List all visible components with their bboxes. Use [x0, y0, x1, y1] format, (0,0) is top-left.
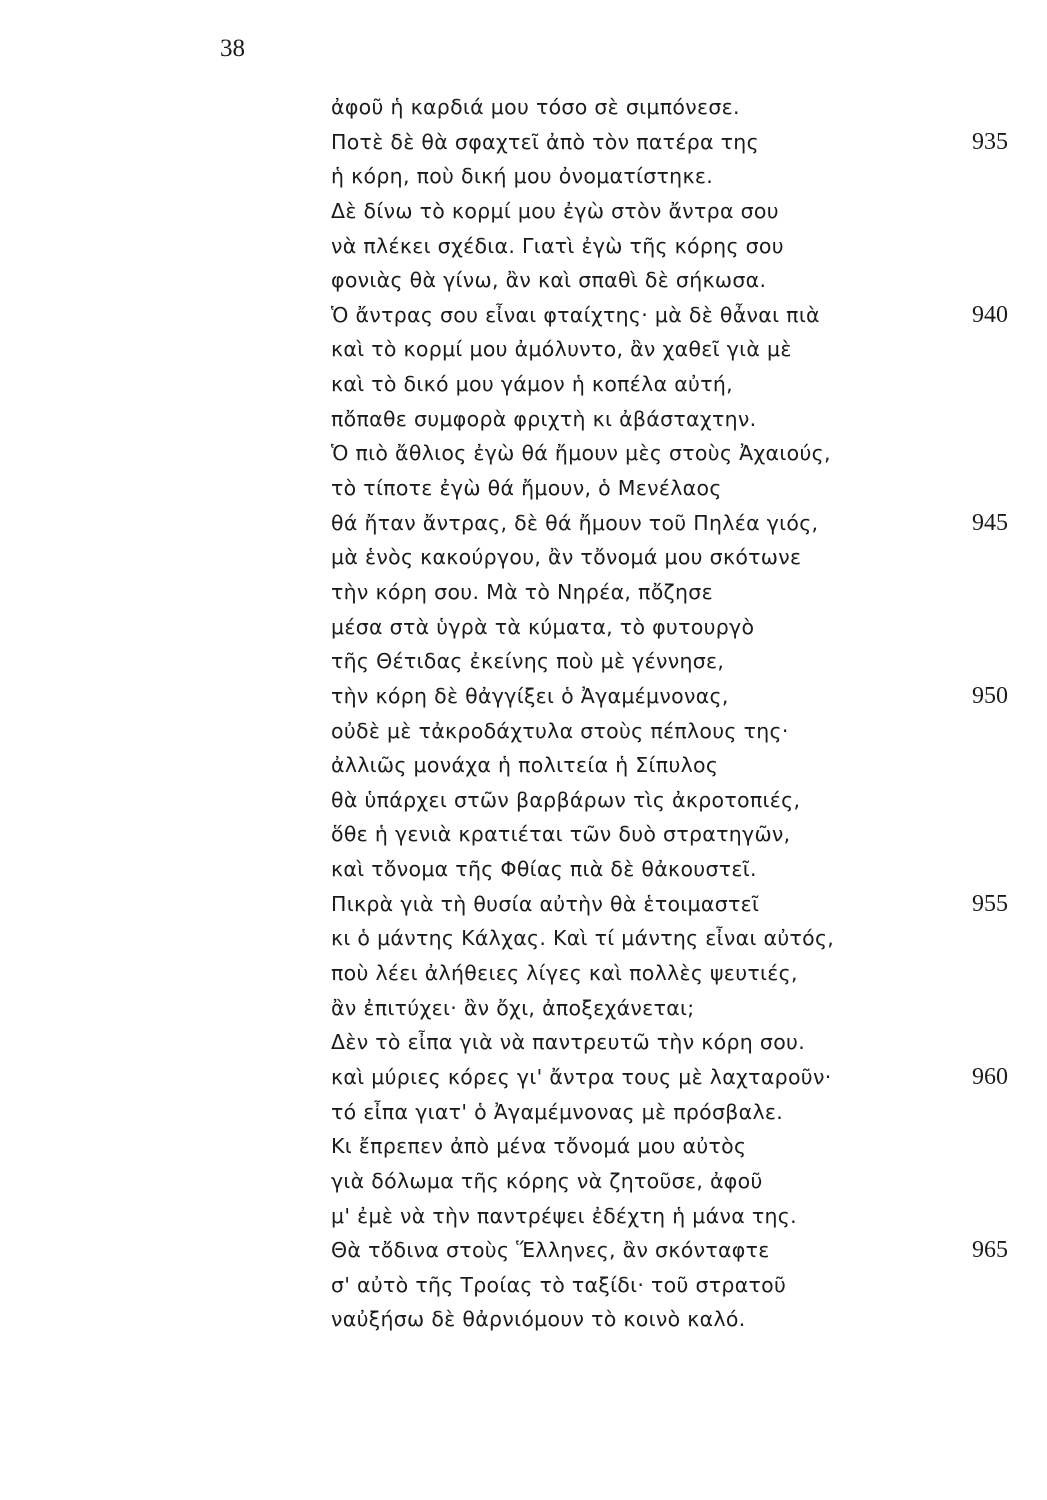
verse-text: Πικρὰ γιὰ τὴ θυσία αὐτὴν θὰ ἑτοιμαστεῖ — [331, 891, 760, 916]
verse-line — [318, 679, 1038, 714]
line-number: 950 — [972, 682, 1008, 709]
verse-line — [318, 298, 1038, 333]
verse-line — [318, 159, 1038, 194]
verse-line — [318, 956, 1038, 991]
verse-line — [318, 263, 1038, 298]
verse-line — [318, 1060, 1038, 1095]
verse-text: γιὰ δόλωμα τῆς κόρης νὰ ζητοῦσε, ἀφοῦ — [331, 1168, 763, 1193]
verse-text: καὶ τὸ δικό μου γάμον ἡ κοπέλα αὐτή, — [331, 372, 733, 397]
verse-text: ἀφοῦ ἡ καρδιά μου τόσο σὲ σιμπόνεσε. — [331, 95, 740, 119]
verse-line — [318, 194, 1038, 229]
verse-line — [318, 1095, 1038, 1130]
verse-line — [318, 610, 1038, 645]
verse-text: θά ἤταν ἄντρας, δὲ θά ἤμουν τοῦ Πηλέα γιός, — [331, 510, 819, 535]
verse-text: μὰ ἑνὸς κακούργου, ἂν τὄνομά μου σκότωνε — [331, 545, 802, 570]
verse-text: ἀλλιῶς μονάχα ἡ πολιτεία ἡ Σίπυλος — [331, 753, 719, 778]
verse-text: πὄπαθε συμφορὰ φριχτὴ κι ἀβάσταχτην. — [331, 406, 757, 431]
verse-text: καὶ τὸ κορμί μου ἀμόλυντο, ἂν χαθεῖ γιὰ μὲ — [331, 337, 792, 362]
verse-text: τῆς Θέτιδας ἐκείνης ποὺ μὲ γέννησε, — [331, 649, 725, 674]
verse-line — [318, 1268, 1038, 1303]
verse-line — [318, 817, 1038, 852]
verse-text: τὸ τίποτε ἐγὼ θά ἤμουν, ὁ Μενέλαος — [331, 476, 722, 501]
verse-text: ὅθε ἡ γενιὰ κρατιέται τῶν δυὸ στρατηγῶν, — [331, 822, 791, 847]
verse-line — [318, 644, 1038, 679]
line-number: 945 — [972, 509, 1008, 536]
verse-line — [318, 748, 1038, 783]
verse-text: ποὺ λέει ἀλήθειες λίγες καὶ πολλὲς ψευτιές, — [331, 961, 798, 986]
verse-line — [318, 436, 1038, 471]
verse-line — [318, 125, 1038, 160]
verse-text: ἡ κόρη, ποὺ δική μου ὀνοματίστηκε. — [331, 164, 714, 189]
verse-line — [318, 1129, 1038, 1164]
verse-text: τὴν κόρη δὲ θἀγγίξει ὁ Ἀγαμέμνονας, — [331, 683, 729, 708]
verse-text: Ποτὲ δὲ θὰ σφαχτεῖ ἀπὸ τὸν πατέρα της — [331, 129, 759, 154]
verse-text: μ' ἐμὲ νὰ τὴν παντρέψει ἐδέχτη ἡ μάνα της. — [331, 1203, 797, 1228]
verse-text: Θὰ τὄδινα στοὺς Ἕλληνες, ἂν σκόνταφτε — [331, 1238, 770, 1263]
line-number: 960 — [972, 1063, 1008, 1090]
verse-line — [318, 887, 1038, 922]
page-number: 38 — [220, 35, 245, 62]
verse-text: μέσα στὰ ὑγρὰ τὰ κύματα, τὸ φυτουργὸ — [331, 614, 755, 639]
verse-line — [318, 332, 1038, 367]
verse-text: Δὲ δίνω τὸ κορμί μου ἐγὼ στὸν ἄντρα σου — [331, 198, 779, 223]
verse-text: νὰ πλέκει σχέδια. Γιατὶ ἐγὼ τῆς κόρης σου — [331, 233, 784, 258]
verse-text: τό εἶπα γιατ' ὁ Ἀγαμέμνονας μὲ πρόσβαλε. — [331, 1099, 784, 1124]
verse-line — [318, 90, 1038, 125]
verse-line — [318, 991, 1038, 1026]
verse-text: ναὐξήσω δὲ θἀρνιόμουν τὸ κοινὸ καλό. — [331, 1307, 746, 1332]
verse-line — [318, 1025, 1038, 1060]
verse-line — [318, 783, 1038, 818]
verse-text: θὰ ὑπάρχει στῶν βαρβάρων τὶς ἀκροτοπιές, — [331, 787, 801, 812]
verse-line — [318, 367, 1038, 402]
line-number: 940 — [972, 301, 1008, 328]
verse-text: τὴν κόρη σου. Μὰ τὸ Νηρέα, πὄζησε — [331, 579, 713, 604]
line-number: 965 — [972, 1237, 1008, 1264]
verse-line — [318, 575, 1038, 610]
verse-text: φονιὰς θὰ γίνω, ἂν καὶ σπαθὶ δὲ σήκωσα. — [331, 268, 767, 293]
verse-text: Δὲν τὸ εἶπα γιὰ νὰ παντρευτῶ τὴν κόρη σου. — [331, 1030, 806, 1055]
verse-text: Ὁ ἄντρας σου εἶναι φταίχτης· μὰ δὲ θἆναι πιὰ — [331, 302, 820, 327]
verse-line — [318, 714, 1038, 749]
verse-line — [318, 921, 1038, 956]
verse-text: Ὁ πιὸ ἄθλιος ἐγὼ θά ἤμουν μὲς στοὺς Ἀχαιούς, — [331, 441, 831, 466]
verse-line — [318, 229, 1038, 264]
line-number: 935 — [972, 128, 1008, 155]
verse-text: καὶ μύριες κόρες γι' ἄντρα τους μὲ λαχταροῦν· — [331, 1064, 832, 1089]
verse-text: Κι ἔπρεπεν ἀπὸ μένα τὄνομά μου αὐτὸς — [331, 1134, 747, 1159]
verse-line — [318, 1199, 1038, 1234]
verse-line — [318, 1164, 1038, 1199]
verse-text: σ' αὐτὸ τῆς Τροίας τὸ ταξίδι· τοῦ στρατοῦ — [331, 1272, 787, 1297]
verse-text: οὐδὲ μὲ τἀκροδάχτυλα στοὺς πέπλους της· — [331, 718, 789, 743]
verse-block — [318, 90, 1038, 1337]
verse-text: καὶ τὄνομα τῆς Φθίας πιὰ δὲ θἀκουστεῖ. — [331, 857, 757, 882]
verse-text: ἂν ἐπιτύχει· ἂν ὄχι, ἀποξεχάνεται; — [331, 995, 695, 1020]
verse-line — [318, 471, 1038, 506]
verse-line — [318, 1233, 1038, 1268]
verse-line — [318, 506, 1038, 541]
verse-line — [318, 852, 1038, 887]
verse-text: κι ὁ μάντης Κάλχας. Καὶ τί μάντης εἶναι αὐτός, — [331, 926, 835, 951]
verse-line — [318, 540, 1038, 575]
verse-line — [318, 1302, 1038, 1337]
verse-line — [318, 402, 1038, 437]
line-number: 955 — [972, 890, 1008, 917]
